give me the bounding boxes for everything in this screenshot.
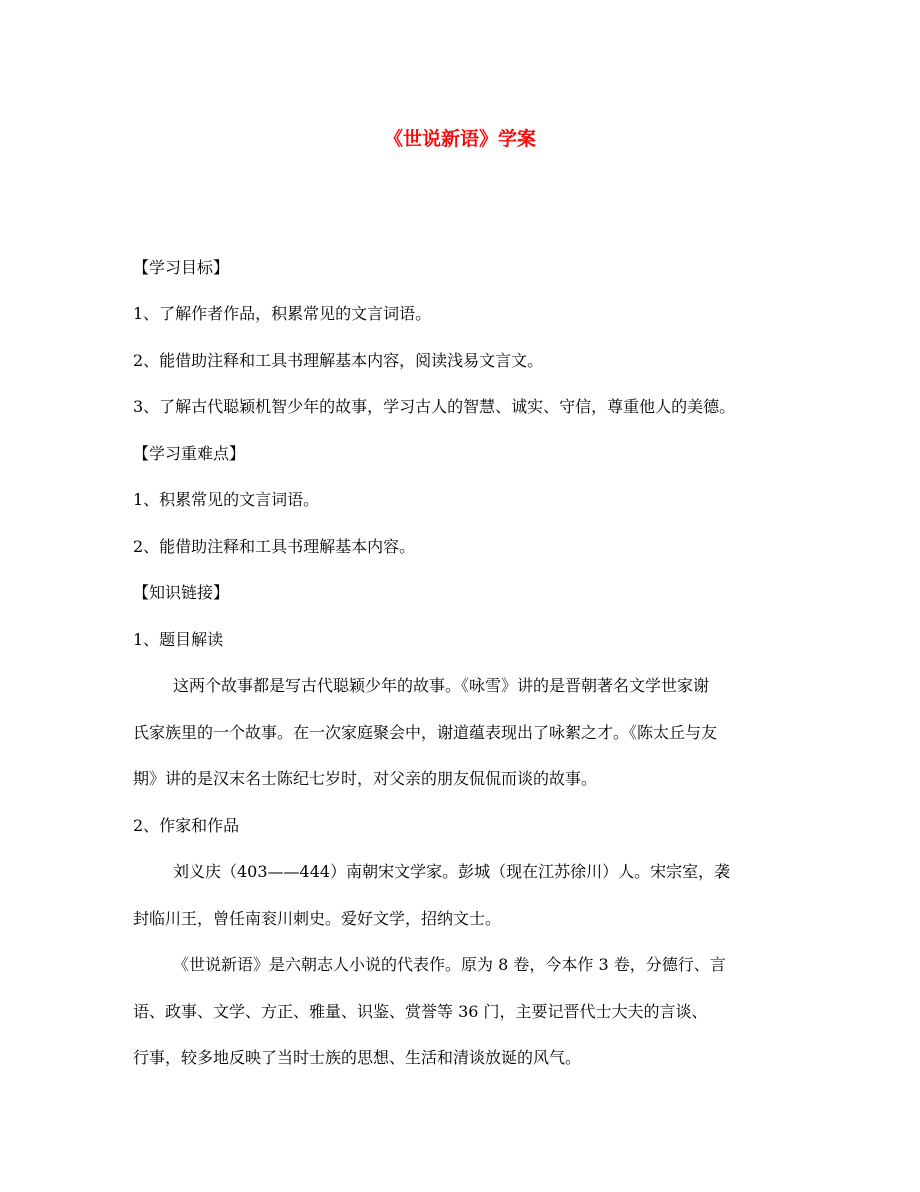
paragraph-line: 《世说新语》是六朝志人小说的代表作。原为 8 卷，今本作 3 卷，分德行、言 bbox=[173, 955, 726, 974]
key-point-2: 2、能借助注释和工具书理解基本内容。 bbox=[133, 537, 416, 556]
paragraph-line: 刘义庆（403——444）南朝宋文学家。彭城（现在江苏徐川）人。宋宗室，袭 bbox=[173, 862, 731, 881]
objective-1: 1、了解作者作品，积累常见的文言词语。 bbox=[133, 304, 432, 323]
objective-2: 2、能借助注释和工具书理解基本内容，阅读浅易文言文。 bbox=[133, 351, 544, 370]
key-point-1: 1、积累常见的文言词语。 bbox=[133, 490, 320, 509]
paragraph-line: 氏家族里的一个故事。在一次家庭聚会中，谢道蕴表现出了咏絮之才。《陈太丘与友 bbox=[133, 723, 718, 742]
paragraph-line: 这两个故事都是写古代聪颖少年的故事。《咏雪》讲的是晋朝著名文学世家谢 bbox=[173, 676, 710, 695]
objective-3: 3、了解古代聪颖机智少年的故事，学习古人的智慧、诚实、守信，尊重他人的美德。 bbox=[133, 397, 736, 416]
paragraph-line: 语、政事、文学、方正、雅量、识鉴、赏誉等 36 门，主要记晋代士大夫的言谈、 bbox=[133, 1002, 708, 1021]
section-heading-objectives: 【学习目标】 bbox=[133, 258, 230, 277]
subheading-title-interpretation: 1、题目解读 bbox=[133, 630, 224, 649]
document-title: 《世说新语》学案 bbox=[383, 128, 536, 150]
subheading-author-works: 2、作家和作品 bbox=[133, 816, 240, 835]
paragraph-line: 封临川王，曾任南衮川刺史。爱好文学，招纳文士。 bbox=[133, 909, 502, 928]
paragraph-line: 期》讲的是汉末名士陈纪七岁时，对父亲的朋友侃侃而谈的故事。 bbox=[133, 769, 598, 788]
paragraph-line: 行事，较多地反映了当时士族的思想、生活和清谈放诞的风气。 bbox=[133, 1048, 582, 1067]
section-heading-key-points: 【学习重难点】 bbox=[133, 444, 246, 463]
section-heading-knowledge: 【知识链接】 bbox=[133, 583, 230, 602]
